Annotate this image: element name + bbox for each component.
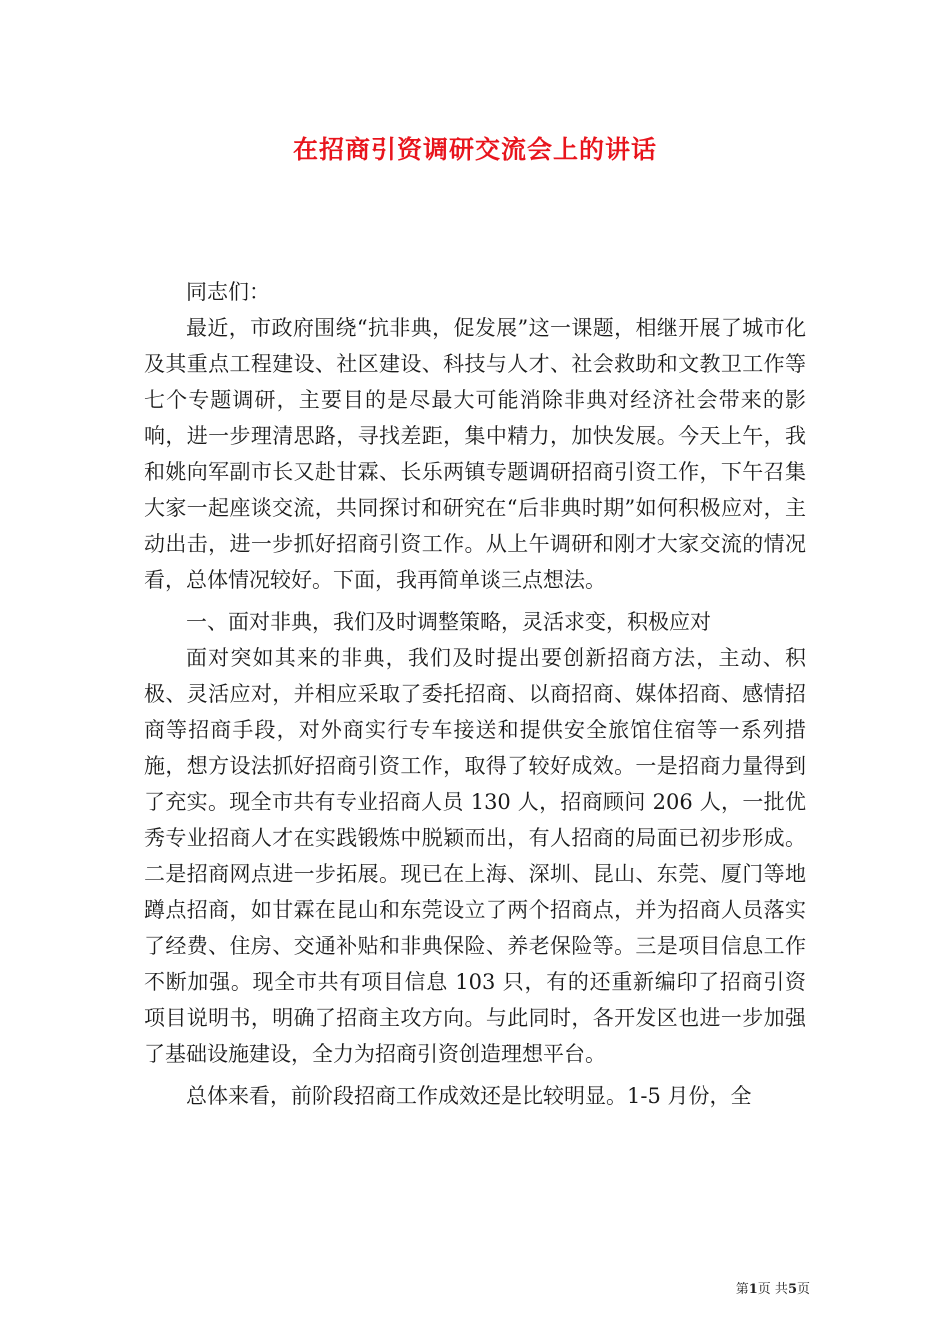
total-page-number: 5 [787, 1282, 797, 1297]
page-number-footer [630, 1278, 810, 1297]
document-title: 在招商引资调研交流会上的讲话 [292, 135, 657, 164]
salutation-paragraph: 同志们： [186, 280, 270, 304]
footer-prefix: 第 [735, 1282, 749, 1297]
section-heading-1: 一、面对非典，我们及时调整策略，灵活求变，积极应对 [186, 610, 711, 634]
body-paragraph: 面对突如其来的非典，我们及时提出要创新招商方法，主动、积极、灵活应对，并相应采取了委托招商、以商招商、媒体招商、感情招商等招商手段，对外商实行专车接送和提供安全旅馆住宿等一系列措施，想方设法抓好招商引资工作，取得了较好成效。一是招商力量得到了充实。现全市共有专业招商人员 130 人，招商顾问 206 人，一批优秀专业招商人才在实践锻炼中脱颖而出，有人招商的局面已初步形成。二是招商网点进一步拓展。现已在上海、深圳、昆山、东莞、厦门等地蹲点招商，如甘霖在昆山和东莞设立了两个招商点，并为招商人员落实了经费、住房、交通补贴和非典保险、养老保险等。三是项目信息工作不断加强。现全市共有项目信息 103 只，有的还重新编印了招商引资项目说明书，明确了招商主攻方向。与此同时，各开发区也进一步加强了基础设施建设，全力为招商引资创造理想平台。 [144, 646, 806, 1066]
body-paragraph: 总体来看，前阶段招商工作成效还是比较明显。1-5 月份，全 [186, 1084, 752, 1108]
intro-paragraph: 最近，市政府围绕“抗非典，促发展”这一课题，相继开展了城市化及其重点工程建设、社区建设、科技与人才、社会救助和文教卫工作等七个专题调研，主要目的是尽最大可能消除非典对经济社会带来的影响，进一步理清思路，寻找差距，集中精力，加快发展。今天上午，我和姚向军副市长又赴甘霖、长乐两镇专题调研招商引资工作，下午召集大家一起座谈交流，共同探讨和研究在“后非典时期”如何积极应对，主动出击，进一步抓好招商引资工作。从上午调研和刚才大家交流的情况看，总体情况较好。下面，我再简单谈三点想法。 [144, 316, 806, 592]
footer-middle: 页 共 [757, 1282, 788, 1297]
current-page-number: 1 [748, 1282, 758, 1297]
footer-suffix: 页 [796, 1282, 810, 1297]
document-body [144, 274, 806, 1114]
